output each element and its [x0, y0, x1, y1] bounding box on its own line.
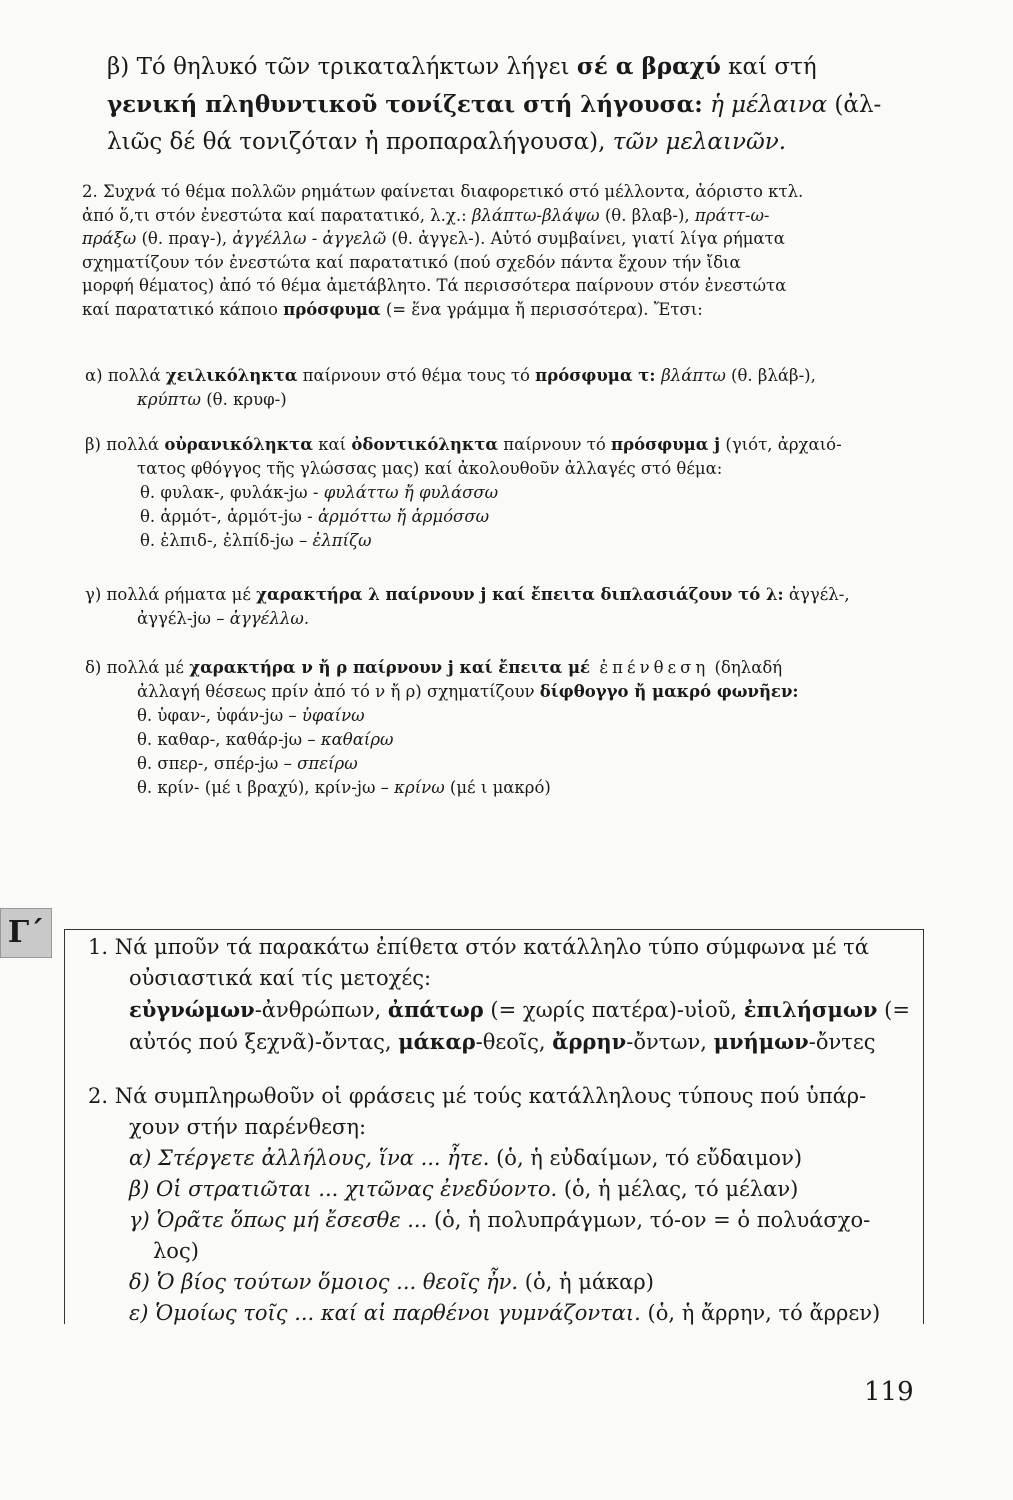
text-line: σχηματίζουν τόν ἐνεστώτα καί παρατατικό (πού σχεδόν πάντα ἔχουν τήν ἴδια — [82, 252, 741, 272]
text: α) πολλά — [85, 366, 166, 385]
text: θ. φυλακ-, φυλάκ-jω - — [140, 483, 324, 502]
text: (ὁ, ἡ μάκαρ) — [518, 1270, 654, 1294]
italic-text: πράττ-ω- — [694, 205, 770, 225]
text-line: χουν στήν παρένθεση: — [129, 1115, 367, 1139]
text: λος) — [153, 1239, 199, 1263]
text: παίρνουν στό θέμα τους τό — [297, 366, 536, 385]
text-line: οὐσιαστικά καί τίς μετοχές: — [129, 966, 432, 990]
bold-text: οὐρανικόληκτα — [164, 435, 313, 454]
italic-text: τῶν μελαινῶν. — [612, 129, 786, 155]
item-delta — [85, 656, 925, 800]
text: παίρνουν τό — [498, 435, 612, 454]
text: δ) πολλά μέ — [85, 658, 190, 677]
text: καί παρατατικό κάποιο — [82, 299, 284, 319]
italic-text: ἡ μέλαινα — [702, 92, 828, 118]
text: θ. κρίν- (μέ ι βραχύ), κρίν-jω – — [137, 778, 395, 797]
italic-text: δ) Ὁ βίος τούτων ὅμοιος ... θεοῖς ἦν. — [129, 1270, 519, 1294]
text: (θ. κρυφ-) — [200, 390, 287, 409]
italic-text: ἀγγέλλω - ἀγγελῶ — [232, 229, 387, 248]
text-line: 2. Νά συμπληρωθοῦν οἱ φράσεις μέ τούς κατάλληλους τύπους πού ὑπάρ- — [88, 1084, 867, 1108]
text-line — [85, 680, 925, 704]
text: ἀλλαγή θέσεως πρίν ἀπό τό ν ἤ ρ) σχηματίζουν — [137, 682, 540, 701]
exercise-2-item-d — [88, 1267, 918, 1298]
exercise-2-item-b — [88, 1174, 918, 1205]
text-line — [85, 529, 925, 553]
text: -ὄντες — [808, 1030, 876, 1054]
exercise-2-item-c — [88, 1205, 918, 1236]
text-line — [85, 728, 925, 752]
item-beta — [85, 433, 925, 553]
text: καί — [312, 435, 352, 454]
italic-text: βλάπτω — [661, 366, 726, 385]
text-line — [85, 505, 925, 529]
text-line — [85, 364, 925, 388]
text-line — [85, 776, 925, 800]
section-gamma-tab: Γ΄ — [0, 908, 52, 958]
italic-text: καθαίρω — [320, 730, 394, 749]
text: (ἀλ- — [827, 92, 882, 118]
text: (μέ ι μακρό) — [444, 778, 551, 797]
bold-text: πρόσφυμα j — [611, 435, 721, 454]
text-line: μορφή θέματος) ἀπό τό θέμα ἀμετάβλητο. Τά περισσότερα παίρνουν στόν ἐνεστώτα — [82, 276, 787, 295]
italic-text: βλάπτω-βλάψω — [471, 205, 600, 225]
text: (γιότ, ἀρχαιό- — [720, 435, 842, 454]
bold-text: εὐγνώμων — [129, 997, 255, 1022]
item-alpha — [85, 364, 925, 412]
text-line — [85, 704, 925, 728]
text: θ. καθαρ-, καθάρ-jω – — [137, 730, 321, 749]
feminine-rule-paragraph — [107, 48, 922, 161]
text-line — [82, 204, 922, 228]
exercise-1 — [88, 932, 918, 1058]
text: -ὄντων, — [626, 1030, 714, 1054]
text-line — [85, 656, 925, 680]
text: ἀγγέλ-jω – — [137, 609, 230, 628]
text: θ. ἁρμότ-, ἁρμότ-jω - — [140, 507, 318, 526]
exercise-2 — [88, 1081, 918, 1329]
item-gamma — [85, 583, 925, 631]
page-number: 119 — [864, 1377, 914, 1407]
text-line — [85, 583, 925, 607]
text: -θεοῖς, — [475, 1030, 553, 1054]
bold-text: ἐπιλήσμων — [743, 997, 878, 1022]
text-line: 1. Νά μποῦν τά παρακάτω ἐπίθετα στόν κατάλληλο τύπο σύμφωνα μέ τά — [88, 935, 869, 959]
text: (θ. πραγ-), — [136, 229, 233, 248]
italic-text: ὑφαίνω — [301, 706, 365, 725]
text-line — [88, 994, 918, 1026]
bold-text: μνήμων — [713, 1029, 809, 1054]
bold-text: ἄρρην — [552, 1029, 627, 1054]
text: θ. ὑφαν-, ὑφάν-jω – — [137, 706, 302, 725]
italic-text: α) Στέργετε ἀλλήλους, ἵνα ... ἦτε. — [129, 1146, 490, 1170]
text: (ὁ, ἡ μέλας, τό μέλαν) — [557, 1177, 799, 1201]
text: λιῶς δέ θά τονιζόταν ἡ προπαραλήγουσα), — [107, 129, 613, 155]
text: θ. σπερ-, σπέρ-jω – — [137, 754, 298, 773]
text: (δηλαδή — [709, 658, 783, 677]
text-line: τατος φθόγγος τῆς γλώσσας μας) καί ἀκολουθοῦν ἀλλαγές στό θέμα: — [137, 459, 723, 478]
text: β) πολλά — [85, 435, 165, 454]
italic-text: κρύπτω — [137, 390, 201, 409]
spaced-text: ἐπένθεση — [590, 658, 710, 677]
italic-text: ἁρμόττω ἤ ἁρμόσσω — [317, 507, 490, 526]
text-line — [85, 607, 925, 631]
text-line — [82, 298, 922, 322]
text: (ὁ, ἡ ἄρρην, τό ἄρρεν) — [640, 1301, 881, 1325]
bold-text: πρόσφυμα — [283, 299, 381, 319]
text: (ὁ, ἡ εὐδαίμων, τό εὔδαιμον) — [489, 1146, 803, 1170]
italic-text: φυλάττω ἤ φυλάσσω — [323, 483, 499, 502]
italic-text: ἀγγέλλω. — [229, 609, 310, 628]
text: (θ. ἀγγελ-). Αὐτό συμβαίνει, γιατί λίγα ρήματα — [386, 229, 785, 248]
text-line — [85, 752, 925, 776]
text-line — [85, 433, 925, 457]
italic-text: κρίνω — [394, 778, 445, 797]
bold-text: μάκαρ — [398, 1029, 476, 1054]
text-line: 2. Συχνά τό θέμα πολλῶν ρημάτων φαίνεται διαφορετικό στό μέλλοντα, ἀόριστο κτλ. — [82, 182, 804, 201]
text: αὐτός πού ξεχνᾶ)-ὄντας, — [129, 1030, 399, 1054]
bold-text: χειλικόληκτα — [165, 366, 298, 385]
text: (θ. βλάβ-), — [725, 366, 816, 385]
text-line — [85, 481, 925, 505]
exercise-2-item-e — [88, 1298, 918, 1329]
text: (= χωρίς πατέρα)-υἱοῦ, — [483, 998, 744, 1022]
italic-text: σπείρω — [297, 754, 358, 773]
bold-text: σέ α βραχύ — [576, 53, 721, 80]
bold-text: ἀπάτωρ — [387, 997, 484, 1022]
bold-text: δίφθογγο ἤ μακρό φωνῆεν: — [539, 682, 799, 701]
bold-text: πρόσφυμα τ: — [535, 366, 662, 385]
bold-text: χαρακτήρα ν ἤ ρ παίρνουν j καί ἔπειτα μέ — [189, 658, 591, 677]
text: (= — [877, 998, 910, 1022]
italic-text: γ) Ὁρᾶτε ὅπως μή ἔσεσθε ... — [129, 1208, 428, 1232]
text-line — [107, 48, 922, 86]
section-2-paragraph — [82, 180, 922, 321]
exercise-2-item-c-cont — [88, 1236, 918, 1267]
text: γ) πολλά ρήματα μέ — [85, 585, 257, 604]
italic-text: ε) Ὁμοίως τοῖς ... καί αἱ παρθένοι γυμνάζονται. — [129, 1301, 641, 1325]
text: (θ. βλαβ-), — [599, 205, 695, 225]
text: ἀπό ὅ,τι στόν ἐνεστώτα καί παρατατικό, λ.χ.: — [82, 205, 472, 225]
text-line — [107, 86, 922, 124]
text-line — [82, 227, 922, 251]
text-line — [85, 388, 925, 412]
text-line — [88, 1026, 918, 1058]
text: -ἀνθρώπων, — [254, 998, 388, 1022]
italic-text: ἐλπίζω — [312, 531, 372, 550]
text: καί στή — [720, 54, 817, 80]
text: θ. ἐλπιδ-, ἐλπίδ-jω – — [140, 531, 313, 550]
text-line — [107, 124, 922, 161]
italic-text: β) Οἱ στρατιῶται ... χιτῶνας ἐνεδύοντο. — [129, 1177, 558, 1201]
exercise-2-item-a — [88, 1143, 918, 1174]
text: (= ἕνα γράμμα ἤ περισσότερα). Ἔτσι: — [380, 299, 703, 319]
italic-text: πράξω — [82, 229, 137, 248]
text: (ὁ, ἡ πολυπράγμων, τό-ον = ὁ πολυάσχο- — [427, 1208, 871, 1232]
bold-text: γενική πληθυντικοῦ τονίζεται στή λήγουσα: — [107, 91, 703, 118]
text: β) Τό θηλυκό τῶν τρικαταλήκτων λήγει — [107, 54, 577, 80]
text: ἀγγέλ-, — [783, 585, 850, 604]
bold-text: ὀδοντικόληκτα — [351, 435, 499, 454]
bold-text: χαρακτήρα λ παίρνουν j καί ἔπειτα διπλασιάζουν τό λ: — [256, 585, 784, 604]
